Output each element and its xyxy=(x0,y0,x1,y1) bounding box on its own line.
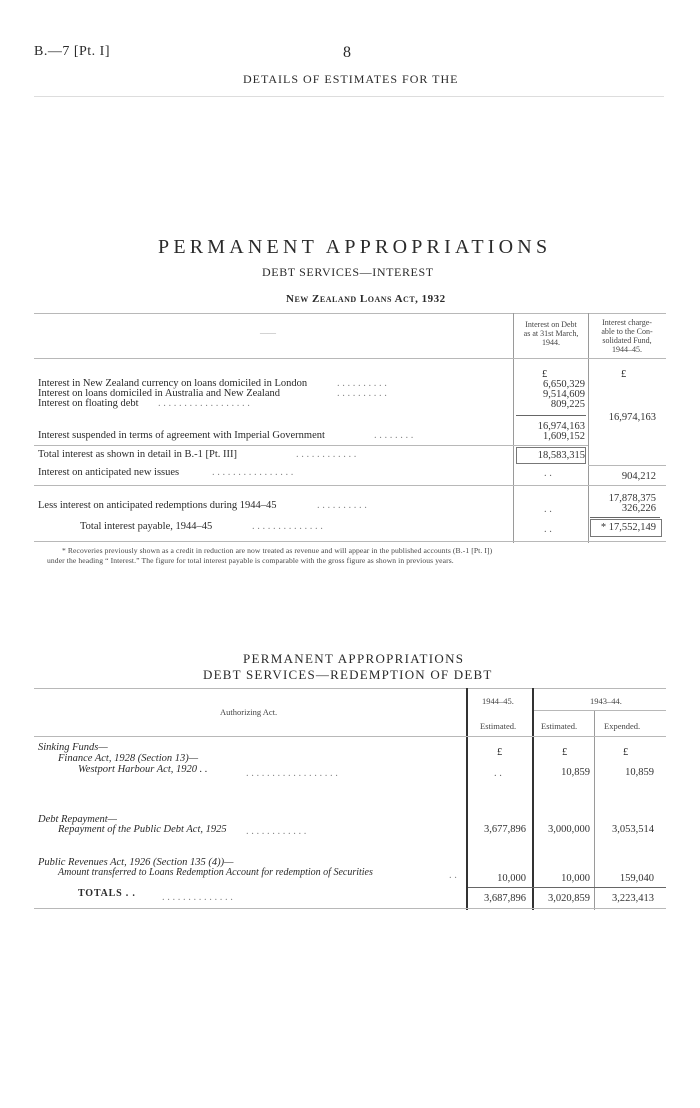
row-label: Westport Harbour Act, 1920 . . xyxy=(78,764,208,775)
row-value: . . xyxy=(544,504,552,515)
subtotal-rule xyxy=(516,415,586,416)
debt-repayment-heading: Debt Repayment— xyxy=(38,814,118,825)
col-expended: Expended. xyxy=(604,721,641,731)
header-rule xyxy=(34,96,664,97)
row-value: 3,000,000 xyxy=(548,824,590,835)
table1-col2-header: Interest charge- able to the Con- solidated Fund, 1944–45. xyxy=(601,318,653,354)
leader-dots: . . . . . . . . . . xyxy=(317,500,367,511)
subtotal-value: 16,974,163 xyxy=(537,421,585,432)
col2-subtotal: 16,974,163 xyxy=(608,412,656,423)
leader-dots: . . . . . . . . . . xyxy=(337,388,387,399)
col-estimated: Estimated. xyxy=(480,721,517,731)
col-estimated: Estimated. xyxy=(541,721,578,731)
row-label: Interest in New Zealand currency on loans domiciled in London xyxy=(38,378,308,389)
row-label: Interest suspended in terms of agreement with Imperial Government xyxy=(38,430,325,441)
leader-dots: . . . . . . . . . . xyxy=(337,378,387,389)
row-value: 3,677,896 xyxy=(484,824,526,835)
currency-symbol: £ xyxy=(562,747,568,758)
table2-col-divider xyxy=(594,710,595,910)
row-label: Total interest payable, 1944–45 xyxy=(80,521,213,532)
row-value: 904,212 xyxy=(621,471,656,482)
table1-blank-header: —— xyxy=(260,328,276,337)
leader-dots: . . . . . . . . . . . . xyxy=(246,826,307,837)
row-value: 3,053,514 xyxy=(612,824,654,835)
table2-bottom-rule xyxy=(34,908,666,909)
leader-dots: . . xyxy=(449,870,457,881)
leader-dots: . . . . . . . . . . . . . . xyxy=(162,892,233,903)
totals-label: TOTALS . . xyxy=(78,888,136,899)
section1-act: New Zealand Loans Act, 1932 xyxy=(286,293,446,305)
row-label: Interest on floating debt xyxy=(38,398,139,409)
table1-col1-header: Interest on Debt as at 31st March, 1944. xyxy=(523,320,579,347)
row-value: . . xyxy=(544,468,552,479)
total-interest-payable: * 17,552,149 xyxy=(600,522,656,533)
total-value: 3,020,859 xyxy=(548,893,590,904)
row-rule xyxy=(34,445,588,446)
year-rule xyxy=(534,710,666,711)
row-label: Interest on loans domiciled in Australia and New Zealand xyxy=(38,388,281,399)
currency-symbol: £ xyxy=(497,747,503,758)
leader-dots: . . . . . . . . . . . . xyxy=(296,449,357,460)
currency-symbol: £ xyxy=(542,369,548,380)
leader-dots: . . . . . . . . . . . . . . . . xyxy=(212,467,294,478)
section2-title: PERMANENT APPROPRIATIONS xyxy=(243,651,465,666)
page-number: 8 xyxy=(343,44,351,61)
row-value: 10,859 xyxy=(625,767,654,778)
section1-subtitle: DEBT SERVICES—INTEREST xyxy=(262,265,434,279)
table2-top-rule xyxy=(34,688,666,689)
table2-header-rule xyxy=(34,736,666,737)
row-label: Less interest on anticipated redemptions during 1944–45 xyxy=(38,500,277,511)
currency-symbol: £ xyxy=(621,369,627,380)
section2-subtitle: DEBT SERVICES—REDEMPTION OF DEBT xyxy=(203,667,493,682)
row-rule xyxy=(34,485,666,486)
row-value: 18,583,315 xyxy=(537,450,585,461)
leader-dots: . . . . . . . . xyxy=(374,430,414,441)
table1-col-divider-2 xyxy=(588,313,589,543)
total-value: 3,223,413 xyxy=(612,893,654,904)
running-title: DETAILS OF ESTIMATES FOR THE xyxy=(243,72,459,86)
row-value: 9,514,609 xyxy=(543,389,585,400)
col-year-1943: 1943–44. xyxy=(590,696,622,706)
col2-rule xyxy=(588,465,666,466)
public-revenues-heading: Public Revenues Act, 1926 (Section 135 (4))— xyxy=(38,857,234,868)
table1-header-rule xyxy=(34,358,666,359)
sinking-funds-heading: Sinking Funds— xyxy=(38,742,108,753)
row-value: . . xyxy=(494,768,502,779)
leader-dots: . . . . . . . . . . . . . . . . . . xyxy=(158,398,250,409)
document-reference: B.—7 [Pt. I] xyxy=(34,44,110,59)
row-value: 809,225 xyxy=(550,399,585,410)
section1-title: PERMANENT APPROPRIATIONS xyxy=(158,236,552,258)
table1-top-rule xyxy=(34,313,666,314)
currency-symbol: £ xyxy=(623,747,629,758)
row-label: Amount transferred to Loans Redemption Account for redemption of Securities xyxy=(58,867,373,878)
row-rule xyxy=(590,517,660,518)
leader-dots: . . . . . . . . . . . . . . . . . . xyxy=(246,768,338,779)
row-value: 1,609,152 xyxy=(543,431,585,442)
col-year-1944: 1944–45. xyxy=(482,696,514,706)
total-value: 3,687,896 xyxy=(484,893,526,904)
row-value: 10,859 xyxy=(561,767,590,778)
row-value: 159,040 xyxy=(619,873,654,884)
footnote-line2: under the heading “ Interest.” The figure for total interest payable is comparable with the gross figure as shown in previous years. xyxy=(47,556,454,565)
row-label: Repayment of the Public Debt Act, 1925 xyxy=(58,824,227,835)
table1-bottom-rule xyxy=(34,541,666,542)
table1-col-divider-1 xyxy=(513,313,514,543)
subtotal-value: 17,878,375 xyxy=(608,493,656,504)
totals-rule xyxy=(468,887,666,888)
row-value: 10,000 xyxy=(497,873,526,884)
footnote: * Recoveries previously shown as a credit in reduction are now treated as revenue and will appear in the published accounts (B.-1 [Pt. I]) xyxy=(62,546,493,555)
row-value: 6,650,329 xyxy=(543,379,585,390)
finance-act-heading: Finance Act, 1928 (Section 13)— xyxy=(58,753,199,764)
row-value: 326,226 xyxy=(621,503,656,514)
row-value: 10,000 xyxy=(561,873,590,884)
row-value: . . xyxy=(544,524,552,535)
row-label: Total interest as shown in detail in B.-1 [Pt. III] xyxy=(38,449,238,460)
col-authorizing-act: Authorizing Act. xyxy=(220,707,278,717)
row-label: Interest on anticipated new issues xyxy=(38,467,180,478)
leader-dots: . . . . . . . . . . . . . . xyxy=(252,521,323,532)
